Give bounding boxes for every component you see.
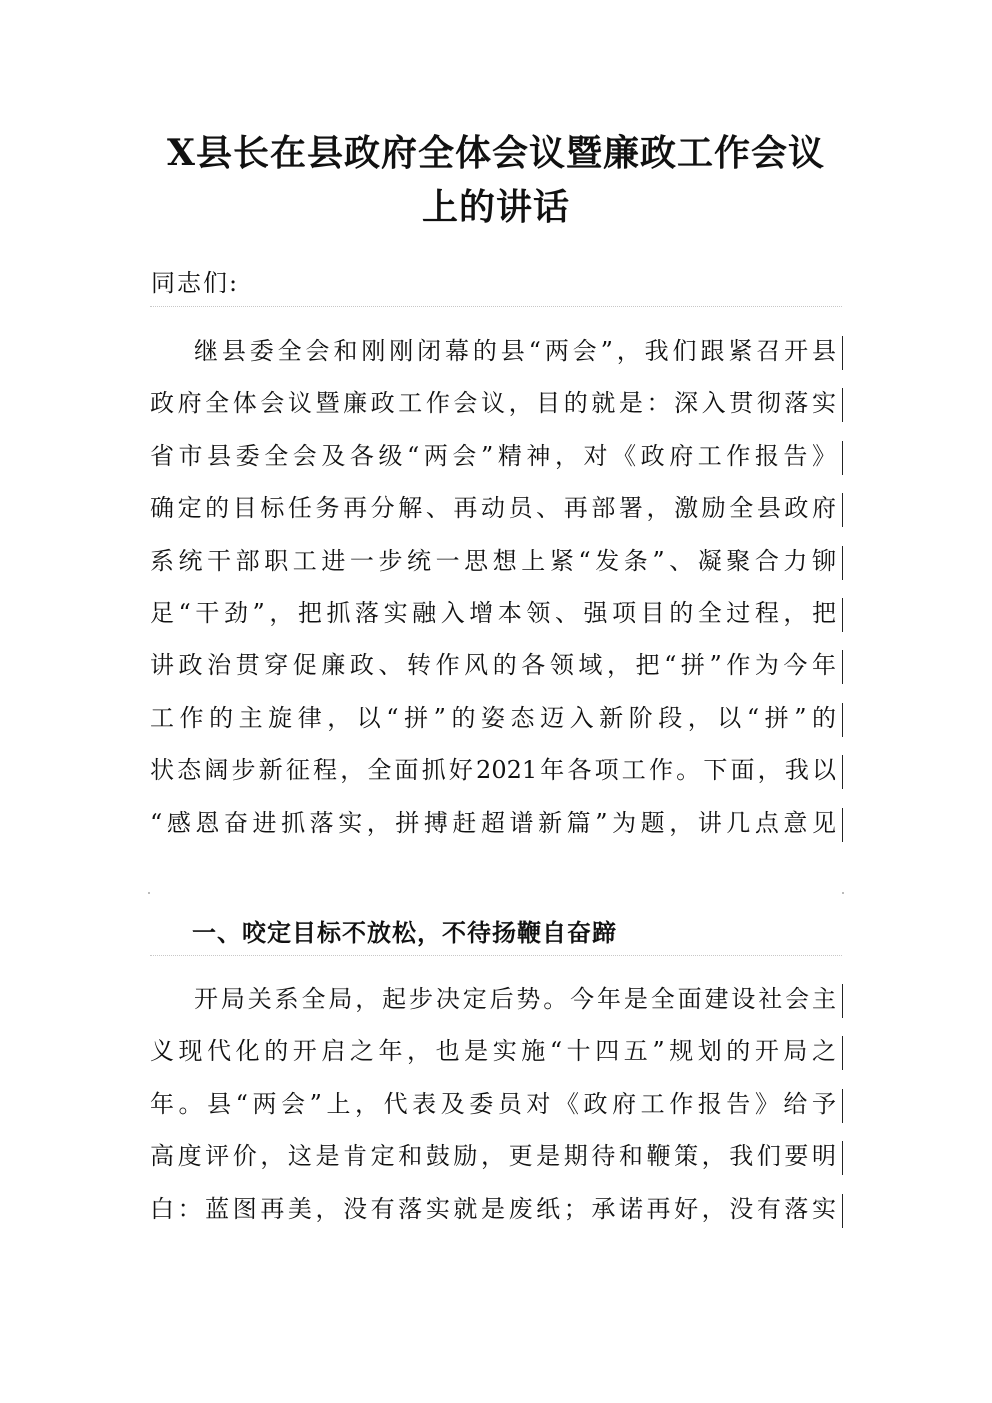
document-title-line-2: 上的讲话 (421, 186, 570, 228)
paragraph-line: 继县委全会和刚刚闭幕的县“两会”，我们跟紧召开县 (150, 336, 842, 388)
divider (150, 306, 842, 307)
divider (150, 955, 842, 956)
salutation: 同志们: (151, 269, 240, 297)
paragraph-line: 讲政治贯穿促廉政、转作风的各领域，把“拼”作为今年 (150, 650, 842, 702)
paragraph-line: 年。县“两会”上，代表及委员对《政府工作报告》给予 (150, 1089, 842, 1141)
paragraph-2 (150, 984, 842, 1246)
page-corner-mark (842, 892, 844, 894)
paragraph-line: 开局关系全局，起步决定后势。今年是全面建设社会主 (150, 984, 842, 1036)
paragraph-line: 工作的主旋律，以“拼”的姿态迈入新阶段，以“拼”的 (150, 703, 842, 755)
paragraph-line: 高度评价，这是肯定和鼓励，更是期待和鞭策，我们要明 (150, 1141, 842, 1193)
page-corner-mark (148, 892, 150, 894)
paragraph-line: 足“干劲”，把抓落实融入增本领、强项目的全过程，把 (150, 598, 842, 650)
paragraph-line: 状态阔步新征程，全面抓好2021年各项工作。下面，我以 (150, 755, 842, 807)
paragraph-line: 政府全体会议暨廉政工作会议，目的就是：深入贯彻落实 (150, 388, 842, 440)
document-title-line-1: X县长在县政府全体会议暨廉政工作会议 (167, 132, 825, 174)
paragraph-line: 省市县委全会及各级“两会”精神，对《政府工作报告》 (150, 441, 842, 493)
paragraph-line: “感恩奋进抓落实，拼搏赶超谱新篇”为题，讲几点意见 (150, 808, 842, 860)
paragraph-1 (150, 336, 842, 860)
paragraph-line: 白：蓝图再美，没有落实就是废纸；承诺再好，没有落实 (150, 1194, 842, 1246)
paragraph-line: 义现代化的开启之年，也是实施“十四五”规划的开局之 (150, 1036, 842, 1088)
paragraph-line: 系统干部职工进一步统一思想上紧“发条”、凝聚合力铆 (150, 546, 842, 598)
paragraph-line: 确定的目标任务再分解、再动员、再部署，激励全县政府 (150, 493, 842, 545)
section-heading: 一、咬定目标不放松，不待扬鞭自奋蹄 (192, 919, 617, 947)
